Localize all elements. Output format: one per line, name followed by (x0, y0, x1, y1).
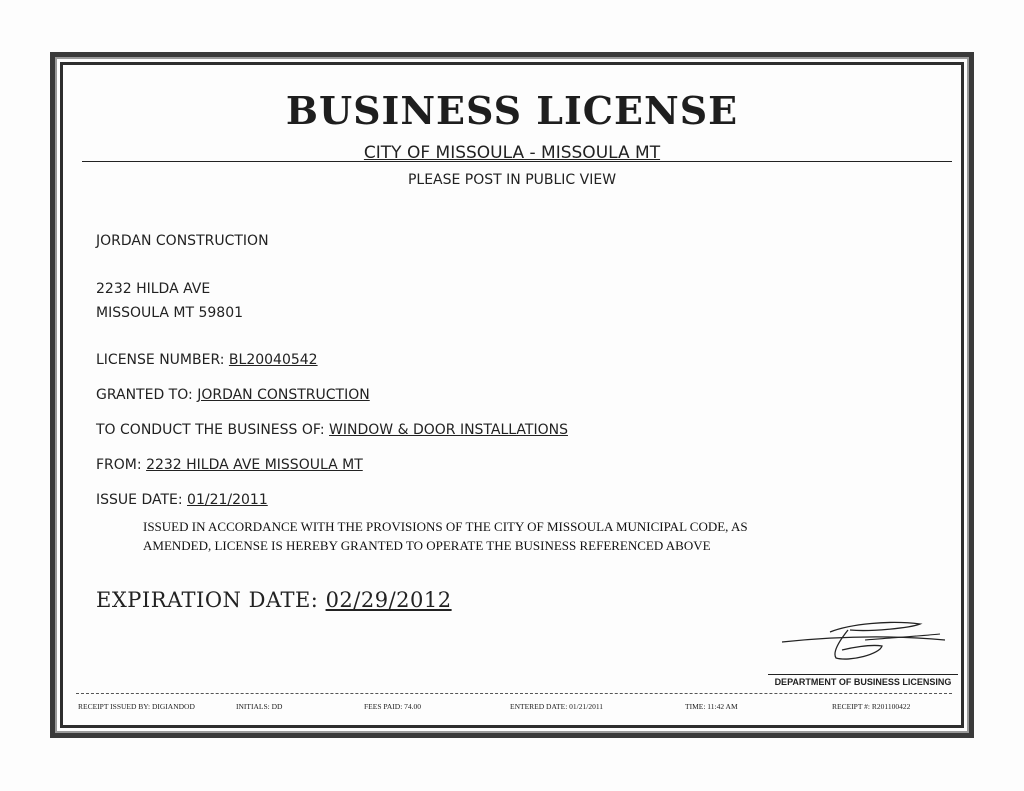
granted-to-label: GRANTED TO: (96, 387, 193, 403)
receipt-initials: INITIALS: DD (236, 702, 283, 711)
legal-text-line-1: ISSUED IN ACCORDANCE WITH THE PROVISIONS OF THE CITY OF MISSOULA MUNICIPAL CODE, AS (143, 519, 748, 534)
issue-date-value: 01/21/2011 (187, 492, 268, 508)
conduct-value: WINDOW & DOOR INSTALLATIONS (329, 422, 568, 438)
issue-date-row (96, 492, 268, 508)
address-line-2: MISSOULA MT 59801 (96, 305, 244, 321)
document-title: BUSINESS LICENSE (285, 88, 739, 133)
department-label: DEPARTMENT OF BUSINESS LICENSING (774, 677, 952, 687)
signature (770, 610, 960, 670)
receipt-issued-by: RECEIPT ISSUED BY: DIGIANDOD (78, 702, 195, 711)
license-number-row (96, 352, 318, 368)
address-line-1: 2232 HILDA AVE (96, 281, 211, 297)
receipt-number: RECEIPT #: R201100422 (832, 702, 911, 711)
from-row (96, 457, 363, 473)
receipt-entered-date: ENTERED DATE: 01/21/2011 (510, 702, 604, 711)
expiration-label: EXPIRATION DATE: (96, 588, 319, 612)
expiration-row (96, 588, 452, 612)
receipt-fees-paid: FEES PAID: 74.00 (364, 702, 422, 711)
title-rule (82, 161, 952, 162)
conduct-label: TO CONDUCT THE BUSINESS OF: (96, 422, 325, 438)
receipt-time: TIME: 11:42 AM (685, 702, 738, 711)
conduct-row (96, 422, 568, 438)
legal-text-line-2: AMENDED, LICENSE IS HEREBY GRANTED TO OPERATE THE BUSINESS REFERENCED ABOVE (143, 538, 711, 553)
legal-text (143, 517, 843, 555)
from-value: 2232 HILDA AVE MISSOULA MT (146, 457, 363, 473)
license-number-value: BL20040542 (228, 352, 318, 368)
city-subtitle-text: CITY OF MISSOULA - MISSOULA MT (363, 143, 661, 163)
granted-to-value: JORDAN CONSTRUCTION (197, 387, 370, 403)
license-number-label: LICENSE NUMBER: (96, 352, 225, 368)
receipt-rule (76, 693, 952, 694)
post-notice: PLEASE POST IN PUBLIC VIEW (407, 172, 617, 188)
expiration-value: 02/29/2012 (325, 588, 452, 612)
issue-date-label: ISSUE DATE: (96, 492, 183, 508)
business-name: JORDAN CONSTRUCTION (96, 233, 269, 249)
city-subtitle (0, 143, 1024, 163)
from-label: FROM: (96, 457, 142, 473)
granted-to-row (96, 387, 370, 403)
signature-rule (768, 674, 958, 675)
